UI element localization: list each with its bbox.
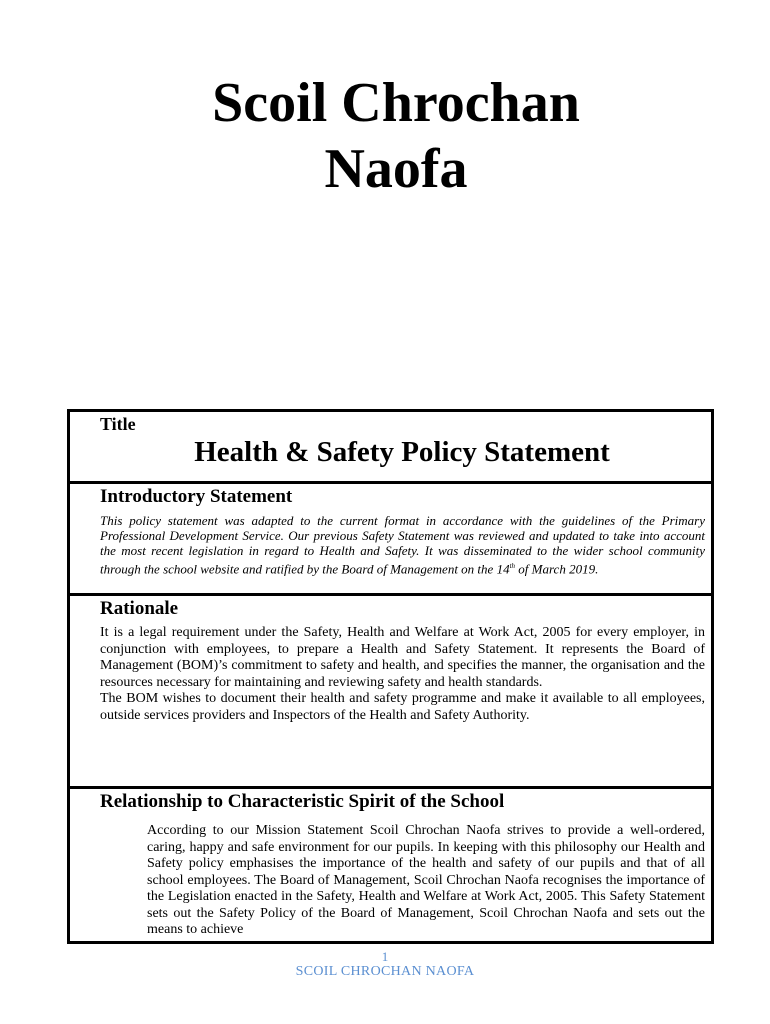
school-name-line2: Naofa: [324, 138, 468, 200]
rationale-row: [70, 596, 711, 789]
spirit-text: According to our Mission Statement Scoil Chrochan Naofa strives to provide a well-ordered, caring, happy and safe environment for our pupils. In keeping with this philosophy our Health and Safety policy emphasises the importance of the health and safety of our pupils and that of all school employees. The Board of Management, Scoil Chrochan Naofa recognises the importance of the Legislation enacted in the Safety, Health and Welfare at Work Act, 2005. This Safety Statement sets out the Safety Policy of the Board of Management, Scoil Chrochan Naofa and sets out the means to achieve: [147, 823, 705, 937]
school-name-line1: Scoil Chrochan: [212, 72, 580, 134]
intro-text: [100, 513, 705, 576]
intro-text-sup: th: [509, 561, 516, 570]
school-name-title: [0, 70, 770, 202]
intro-text-main: This policy statement was adapted to the current format in accordance with the guidelines of the Primary Professional Development Service. Our previous Safety Statement was reviewed and updated to take into account the most recent legislation in regard to Health and Safety. It was disseminated to the wider school community through the school website and ratified by the Board of Management on the 14: [100, 513, 705, 576]
intro-text-end: of March 2019.: [515, 560, 599, 576]
intro-heading: Introductory Statement: [100, 486, 293, 507]
policy-table: [67, 409, 714, 944]
footer-school-name: SCOIL CHROCHAN NAOFA: [295, 964, 475, 979]
rationale-text: [100, 625, 705, 724]
page-number: 1: [381, 949, 389, 964]
spirit-heading: Relationship to Characteristic Spirit of the School: [100, 791, 505, 812]
title-label: Title: [100, 414, 136, 434]
policy-title: Health & Safety Policy Statement: [194, 436, 610, 468]
rationale-paragraph-1: It is a legal requirement under the Safety, Health and Welfare at Work Act, 2005 for every employer, in conjunction with employees, to prepare a Health and Safety Statement. It represents the Board of Management (BOM)’s commitment to safety and health, and specifies the manner, the organisation and the resources necessary for maintaining and reviewing safety and health standards.: [100, 625, 705, 690]
spirit-row: [70, 789, 711, 944]
rationale-paragraph-2: The BOM wishes to document their health and safety programme and make it available to all employees, outside services providers and Inspectors of the Health and Safety Authority.: [100, 691, 705, 723]
rationale-heading: Rationale: [100, 598, 179, 619]
intro-row: [70, 484, 711, 596]
title-row: [70, 412, 711, 484]
